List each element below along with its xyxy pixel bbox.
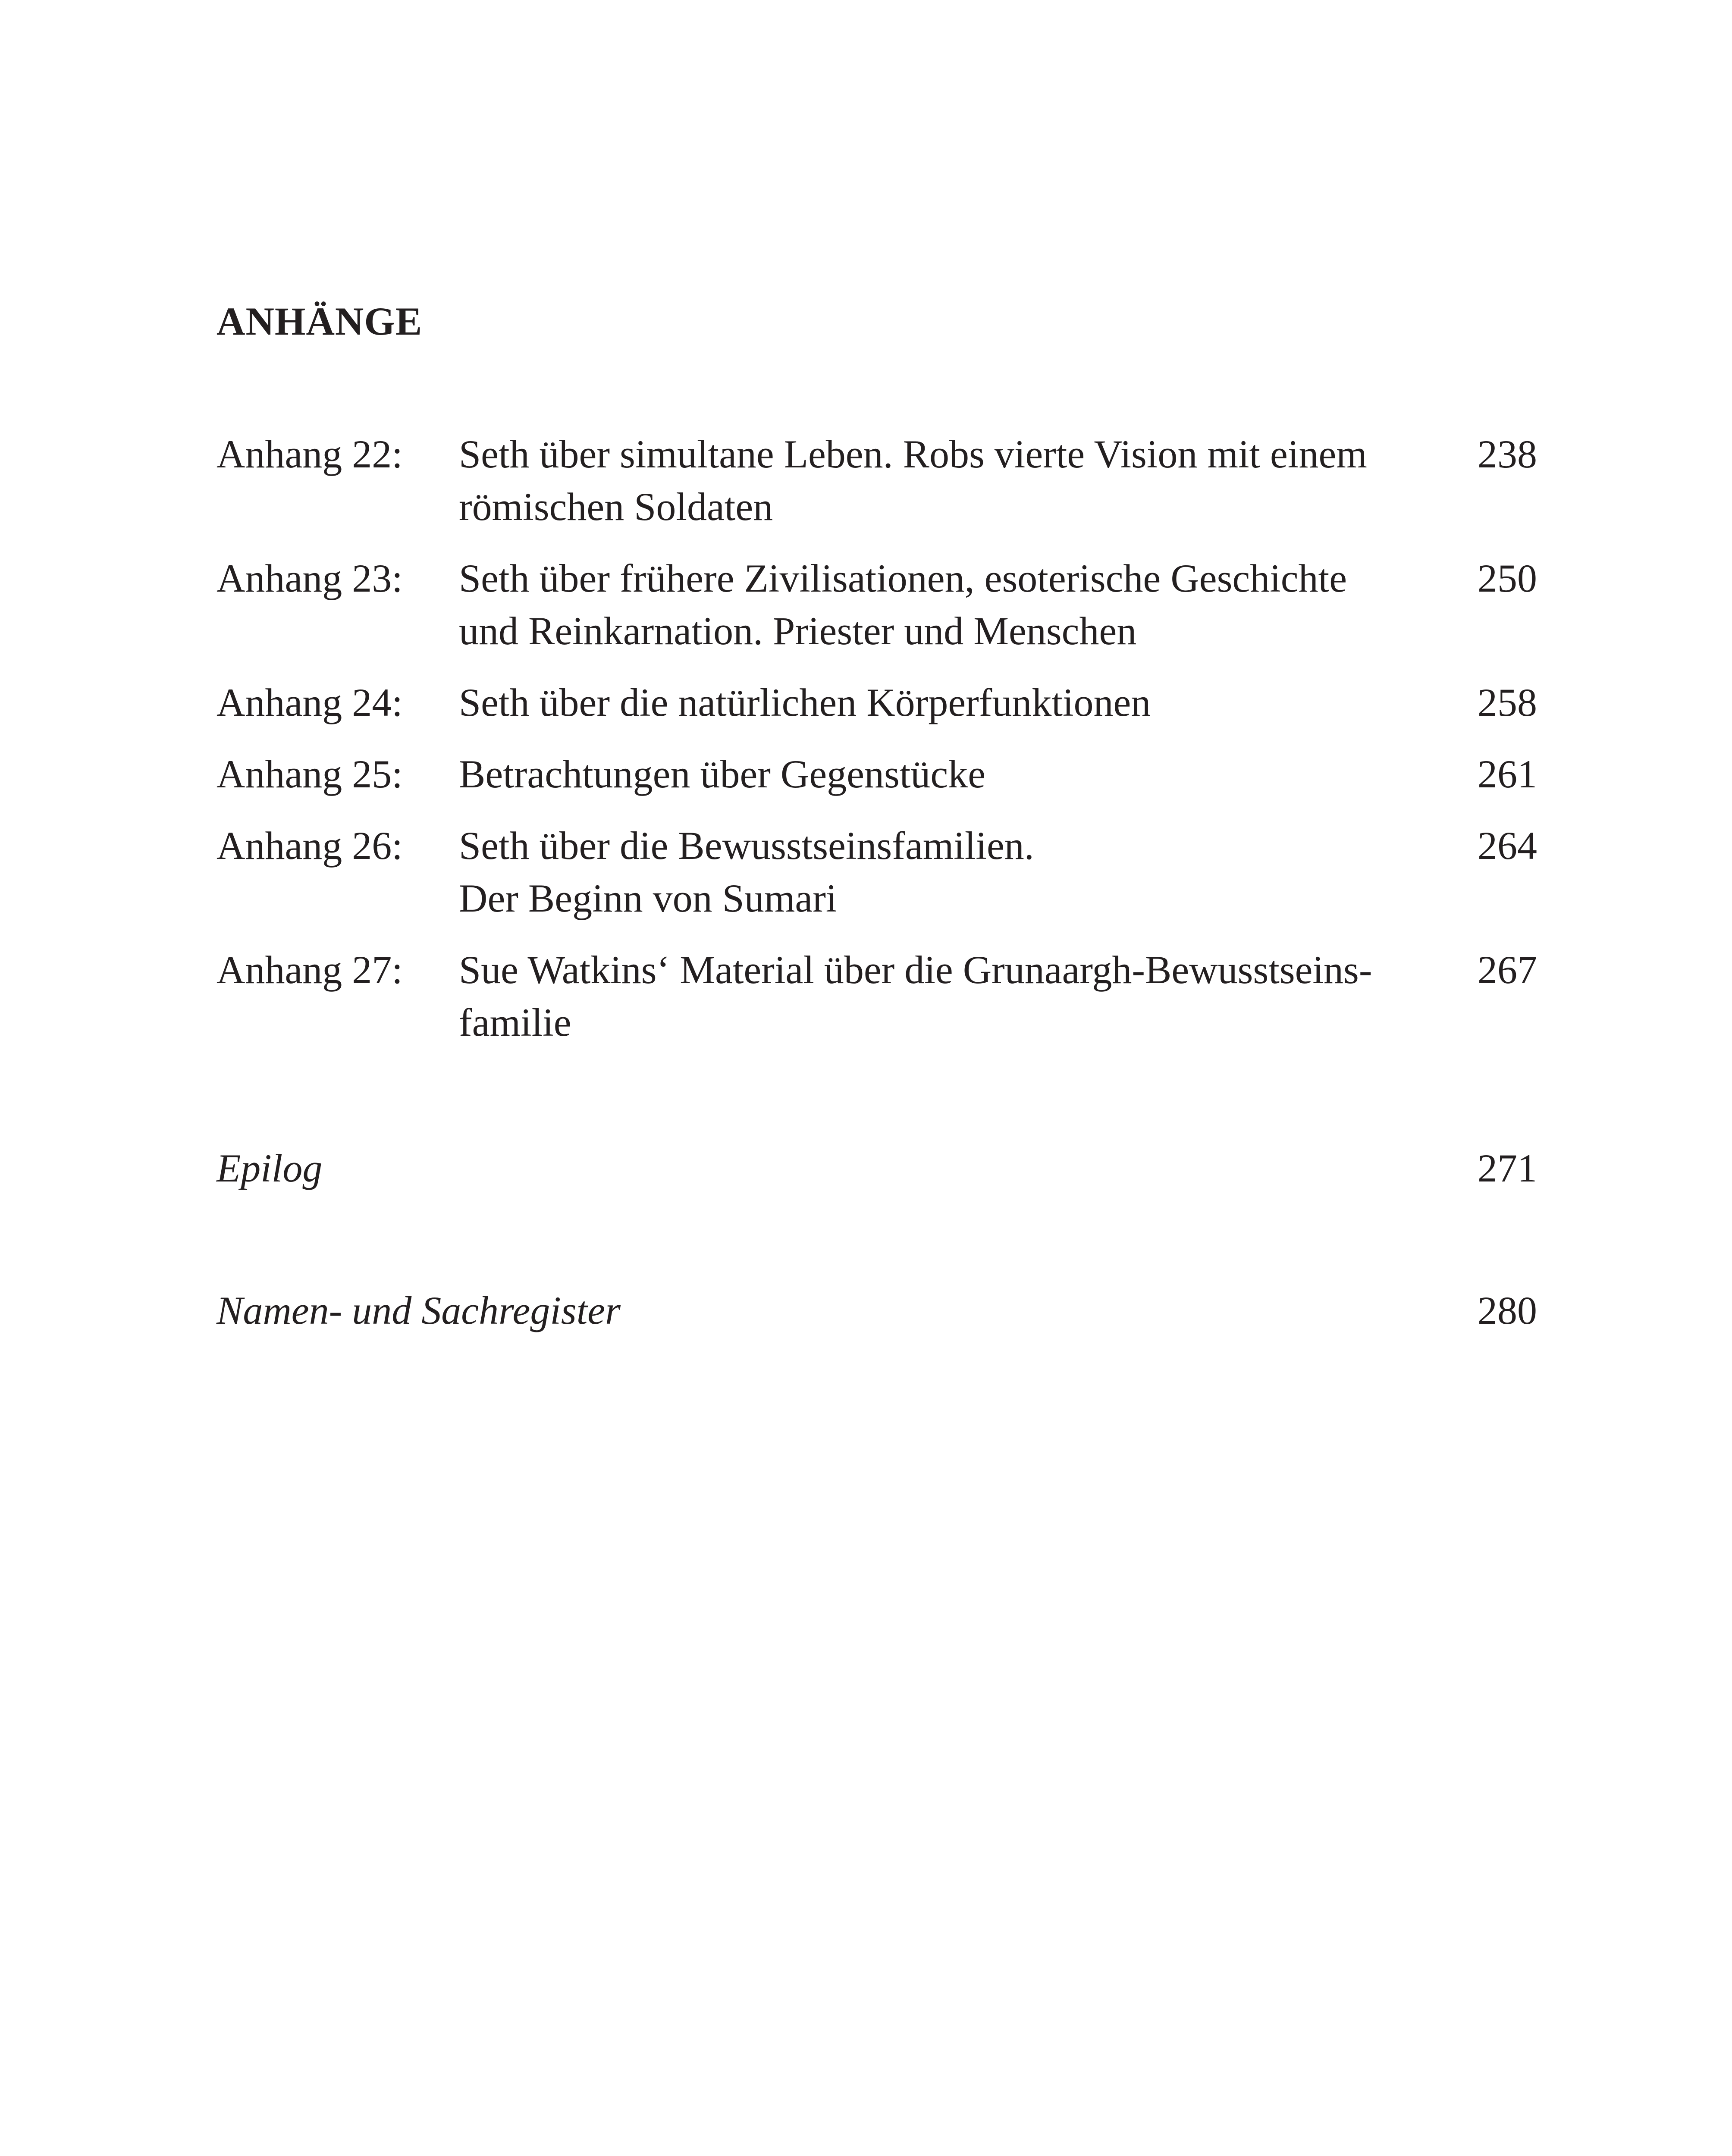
toc-entry-register[interactable] bbox=[216, 1284, 1537, 1337]
entry-label: Anhang 25: bbox=[216, 752, 403, 796]
toc-entry-epilog[interactable] bbox=[216, 1142, 1537, 1194]
entry-title bbox=[459, 552, 1425, 657]
toc-entry[interactable] bbox=[216, 748, 1537, 800]
register-title: Namen- und Sachregister bbox=[216, 1288, 621, 1332]
entry-title-line: Betrachtungen über Gegenstücke bbox=[459, 752, 986, 796]
toc-entry[interactable] bbox=[216, 676, 1537, 729]
section-heading: ANHÄNGE bbox=[216, 299, 423, 343]
entry-page-number: 258 bbox=[1478, 680, 1537, 724]
entry-title bbox=[459, 748, 1425, 800]
entry-label: Anhang 24: bbox=[216, 680, 403, 724]
register-page-number: 280 bbox=[1478, 1288, 1537, 1332]
entry-title-line: Seth über die Bewusstseinsfamilien. bbox=[459, 824, 1034, 868]
epilog-page-number: 271 bbox=[1478, 1146, 1537, 1190]
entry-title-line: Seth über simultane Leben. Robs vierte Vision mit einem bbox=[459, 432, 1367, 476]
entry-label: Anhang 26: bbox=[216, 824, 403, 868]
entry-title-line: Sue Watkins‘ Material über die Grunaargh-Bewusstseins- bbox=[459, 948, 1372, 992]
entry-title-line: Seth über die natürlichen Körperfunktionen bbox=[459, 680, 1151, 724]
entry-title-line: Seth über frühere Zivilisationen, esoterische Geschichte bbox=[459, 556, 1347, 600]
entry-title bbox=[459, 428, 1425, 533]
entry-title bbox=[459, 676, 1425, 729]
entry-page-number: 264 bbox=[1478, 824, 1537, 868]
entry-page-number: 267 bbox=[1478, 948, 1537, 992]
toc-entry[interactable] bbox=[216, 943, 1537, 1049]
toc-entry[interactable] bbox=[216, 819, 1537, 924]
entry-label: Anhang 27: bbox=[216, 948, 403, 992]
toc-entry[interactable] bbox=[216, 552, 1537, 657]
epilog-title: Epilog bbox=[216, 1146, 323, 1190]
entry-title-line: Der Beginn von Sumari bbox=[459, 876, 837, 920]
entry-title-line: familie bbox=[459, 1000, 571, 1044]
toc-entries bbox=[216, 428, 1537, 1068]
toc-entry[interactable] bbox=[216, 428, 1537, 533]
entry-page-number: 261 bbox=[1478, 752, 1537, 796]
entry-title bbox=[459, 943, 1425, 1049]
entry-label: Anhang 22: bbox=[216, 432, 403, 476]
entry-title bbox=[459, 819, 1425, 924]
entry-label: Anhang 23: bbox=[216, 556, 403, 600]
entry-title-line: römischen Soldaten bbox=[459, 485, 773, 529]
entry-title-line: und Reinkarnation. Priester und Menschen bbox=[459, 609, 1137, 653]
entry-page-number: 238 bbox=[1478, 432, 1537, 476]
entry-page-number: 250 bbox=[1478, 556, 1537, 600]
